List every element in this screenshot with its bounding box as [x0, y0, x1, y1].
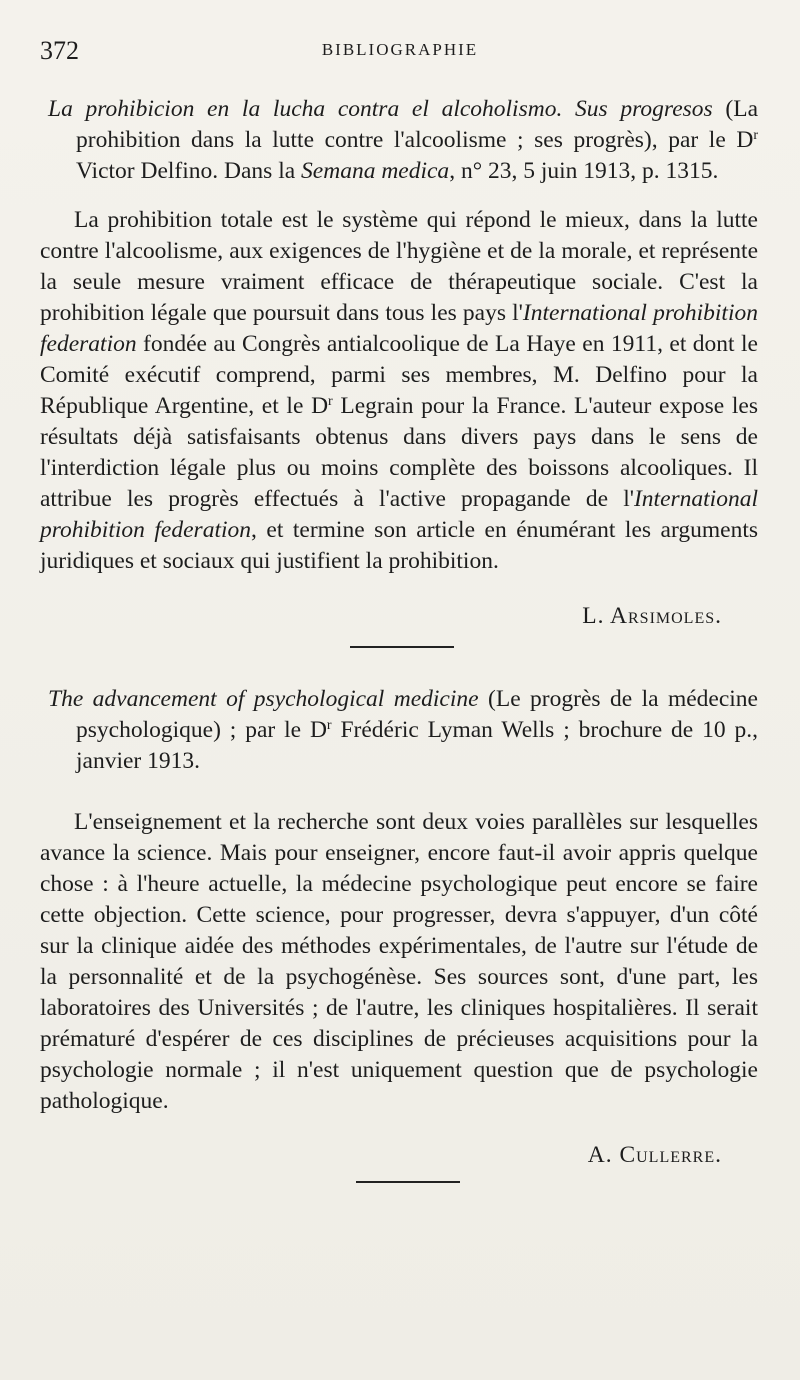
citation-text: (La prohibition dans la lutte contre l'alcoolisme ; ses progrès), par le D [76, 96, 758, 153]
page-header [40, 36, 760, 66]
body-text: Legrain pour la France. L'auteur expose les résultats déjà satisfaisants obtenus dans divers pays dans le sens de l'interdiction légale plus ou moins complète des boissons alcooliques. Il attribue les progrès effectués à l'active propagande de l' [40, 393, 758, 512]
citation-text: , n° 23, 5 juin 1913, p. 1315. [449, 158, 719, 184]
review-citation [40, 94, 758, 187]
review-body [40, 205, 758, 577]
section-divider [350, 646, 454, 648]
superscript: r [328, 394, 333, 409]
review-signature: A. Cullerre. [587, 1142, 722, 1168]
citation-text: Victor Delfino. Dans la [76, 158, 302, 184]
citation-text: (Le progrès de la médecine psychologique) ; par le D [76, 685, 758, 743]
review-citation [40, 684, 758, 777]
running-head: BIBLIOGRAPHIE [321, 40, 479, 59]
page-content [40, 94, 758, 1183]
review-2 [40, 684, 758, 1172]
review-1 [40, 94, 758, 632]
citation-text: Frédéric Lyman Wells ; brochure de 10 p., janvier 1913. [76, 716, 758, 774]
review-signature: L. Arsimoles. [582, 602, 722, 629]
page-number: 372 [40, 36, 79, 65]
journal-name: Semana medica [301, 158, 450, 184]
review-title: La prohibicion en la lucha contra el alcoholismo. Sus progresos [48, 96, 713, 122]
review-title: The advancement of psychological medicine [48, 685, 479, 712]
organization-name: International prohibition federation [40, 300, 758, 357]
superscript: r [326, 717, 332, 733]
body-text: , et termine son article en énumérant les arguments juridiques et sociaux qui justifient la prohibition. [40, 517, 758, 574]
body-text: fondée au Congrès antialcoolique de La Haye en 1911, et dont le Comité exécutif comprend, parmi ses membres, M. Delfino pour la République Argentine, et le D [40, 331, 758, 419]
organization-name: International prohibition federation [40, 486, 758, 543]
superscript: r [753, 128, 758, 143]
section-divider [356, 1181, 460, 1183]
body-text: La prohibition totale est le système qui répond le mieux, dans la lutte contre l'alcoolisme, aux exigences de l'hygiène et de la morale, et représente la seule mesure vraiment efficace de thérapeutique sociale. C'est la prohibition légale que poursuit dans tous les pays l' [40, 207, 758, 326]
review-body: L'enseignement et la recherche sont deux voies parallèles sur lesquelles avance la science. Mais pour enseigner, encore faut-il avoir appris quelque chose : à l'heure actuelle, la médecine psychologique peut encore se faire cette objection. Cette science, pour progresser, devra s'appuyer, d'un côté sur la clinique aidée des méthodes expérimentales, de l'autre sur l'étude de la personnalité et de la psychogénèse. Ses sources sont, d'une part, les laboratoires des Universités ; de l'autre, les cliniques hospitalières. Il serait prématuré d'espérer de ces disciplines de précieuses acquisitions pour la psychologie normale ; il n'est uniquement question que de psychologie pathologique. [40, 808, 758, 1114]
